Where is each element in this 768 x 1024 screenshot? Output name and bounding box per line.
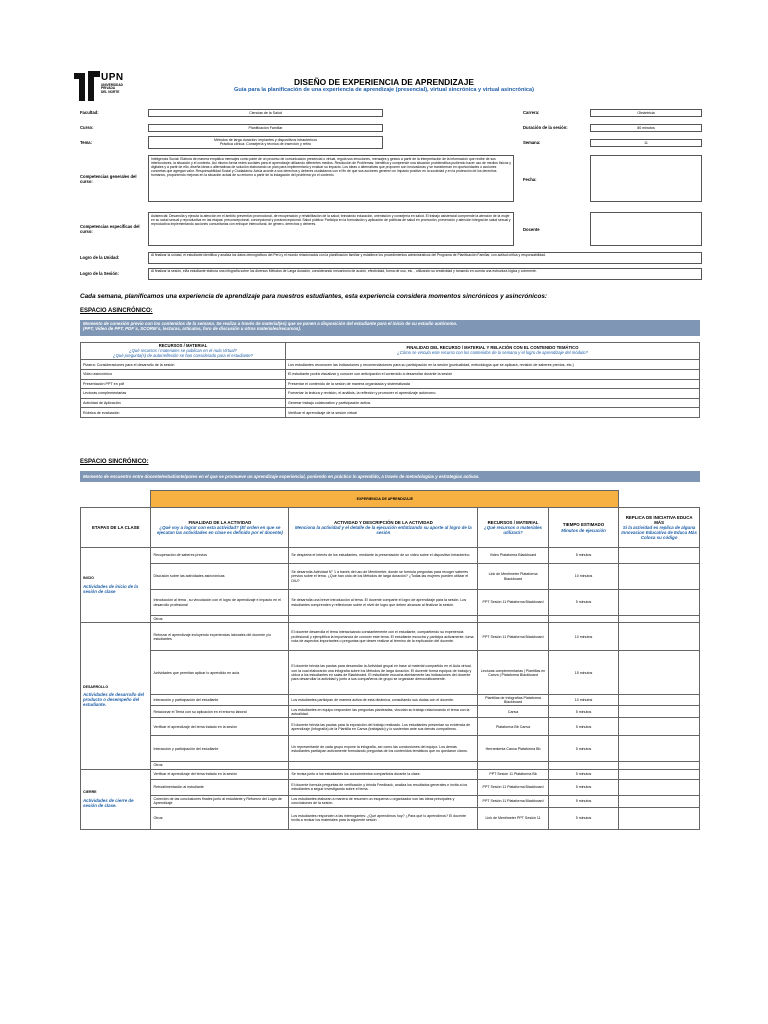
col-finalidad: FINALIDAD DE LA ACTIVIDAD ¿Qué voy a lograr con esta actividad? (El orden en que se ejecutan las actividades en clase es definido por el docente) bbox=[151, 508, 289, 548]
stage-inicio: INICIO Actividades de inicio de la sesión de clase bbox=[81, 548, 151, 623]
fecha-field[interactable] bbox=[590, 155, 702, 202]
table-row[interactable]: Conexión de las conclusiones finales junto al estudiante y Refuerzo del Logro de Aprendizaje Los estudiantes elaboran a manera de resumen un esquema u organizador con las ideas principales y conclusiones de la sesión. PPT Sesión 11 Plataforma Blackboard 5 minutos bbox=[81, 795, 700, 807]
table-row[interactable]: Interacción y participación del estudiante Los estudiantes participan de manera activa de esta dinámica, consultando sus dudas con el docente. Plantillas de Infografías Plataforma Blackboard 10 minutos bbox=[81, 695, 700, 706]
facultad-label: Facultad: bbox=[80, 110, 99, 115]
carrera-value[interactable]: Obstetricia bbox=[590, 109, 702, 117]
table-row[interactable]: CIERRE Actividades de cierre de sesión de clase. Verificar el aprendizaje del tema tratado en la sesión Se revisa junto a los estudiantes los conocimientos compartidos durante la clase. PPT Sesión 11 Plataforma Bb 5 minutos bbox=[81, 769, 700, 779]
col-replica: REPLICA DE INICIATIVA EDUCA MÁS Si la actividad es replica de alguna Innovacion Educativa de Educa Más Coloca su código bbox=[619, 508, 700, 548]
logo-subtitle: UNIVERSIDAD PRIVADA DEL NORTE bbox=[101, 83, 123, 94]
table-row[interactable]: Video asincrónico El estudiante podrá visualizar y conocer con anticipación el contenido a desarrollar durante la sesión bbox=[81, 370, 700, 380]
duracion-value[interactable]: 80 minutos bbox=[590, 124, 702, 132]
facultad-value[interactable]: Ciencias de la Salud bbox=[148, 109, 383, 117]
page-title: DISEÑO DE EXPERIENCIA DE APRENDIZAJE bbox=[294, 77, 474, 87]
logro-unidad-label: Logro de la Unidad: bbox=[80, 255, 120, 260]
competencias-generales-label: Competencias generales del curso: bbox=[80, 174, 137, 184]
table-row[interactable]: Discusión sobre las actividades asincrónicas Se desarrolla Actividad N° 1 a través del uso de Mentimeter, donde se formula preguntas para recoger saberes previos sobre el tema. ¿Qué han oído de los Métodos de larga duración? ¿Todas las mujeres pueden utilizar el DIU? Link de Mentimeter Plataforma Blackboard 10 minutos bbox=[81, 564, 700, 590]
table-row[interactable]: Otros: bbox=[81, 616, 700, 623]
col-recursos: RECURSOS / MATERIAL ¿Qué recursos o materiales utilizará? bbox=[478, 508, 548, 548]
stage-cierre: CIERRE Actividades de cierre de sesión de clase. bbox=[81, 769, 151, 829]
async-col-resources: RECURSOS / MATERIAL ¿Qué recursos / materiales se publican en el Aula Virtual? ¿Qué pregunta(s) de autorreflexión se han considerado para el estudiante? bbox=[81, 343, 286, 360]
carrera-label: Carrera: bbox=[523, 110, 540, 115]
col-actividad: ACTIVIDAD Y DESCRIPCIÓN DE LA ACTIVIDAD Menciona la actividad y el detalle de la ejecución enfatizando su aporte al logro de la sesión bbox=[289, 508, 478, 548]
async-resources-table bbox=[80, 342, 700, 418]
table-row[interactable]: Presentación PPT en pdf Presentar el contenido de la sesión de manera organizada y sistematizada bbox=[81, 379, 700, 389]
table-row[interactable]: DESARROLLO Actividades de desarrollo del producto o desempeño del estudiante. Reforzar el aprendizaje incluyendo experiencias laborales del docente y/o estudiantes El docente desarrolla el tema interactuando constantemente con el estudiante, compartiendo su experiencia profesional y ejemplifica la importancia de conocer este tema. El estudiante escucha y participa activamente, toma nota de aspectos importantes o preguntas que desee realizar al término de la explicación del docente. PPT Sesión 11 Plataforma Blackboard 10 minutos bbox=[81, 623, 700, 651]
competencias-generales-text[interactable]: Inteligencia Social: Elabora de manera empática mensajes como parte de un proceso de comunicación presencial o virtual, regula sus emociones, mensajes y gestos a partir de la interpretación de la información que recibe de sus interlocutores, la situación y el contexto. Así mismo forma redes sociales para el aprendizaje utilizando diferentes medios. Resolución de Problemas: Identifica y comprende una situación problemática pudiendo hacer uso de medios físicos y digitales y a partir de ello, diseña ideas o alternativas de solución elaborando un plan para implementarlo y evaluar su impacto. Los ideas o alternativas que proponen son innovadoras y se transforman en oportunidades o acciones concretas que agregan valor. Responsabilidad Social y Ciudadanía: Actúa acorde a sus derechos y deberes ciudadanos con el fin de que sus acciones generen un impacto positivo en la sociedad y en la protección de los derechos humanos, proponiendo mejoras en la situación actual de su entorno a partir de la indagación del problema y/o el contexto. bbox=[148, 155, 514, 202]
sync-banner: Momento de encuentro entre docente/estudiante/pares en el que se promueve un aprendizaje experiencial, poniendo en práctico lo aprendido, a través de metodologías y estrategias activas. bbox=[80, 471, 700, 482]
fecha-label: Fecha: bbox=[523, 177, 537, 182]
table-row[interactable]: Introducción al tema , su vinculación con el logro de aprendizaje e impacto en el desarrollo profesional Se desarrolla una breve introducción al tema. El docente comparte el logro de aprendizaje para la sesión. Los estudiantes comprenden y reflexionan sobre el nivel de logro que deben alcanzar al finalizar la sesión. PPT Sesión 11 Plataforma Blackboard 5 minutos bbox=[81, 590, 700, 616]
semana-label: Semana: bbox=[523, 140, 541, 145]
tema-value[interactable]: Métodos de larga duración: implantes y dispositivos intrauterinos Práctica clínica: Consejería y técnica de inserción y retiro bbox=[148, 136, 383, 149]
logo-text: UPN bbox=[101, 72, 124, 83]
col-etapas: ETAPAS DE LA CLASE bbox=[81, 508, 151, 548]
async-banner: Momento de conexión previo con los contenidos de la semana. Se realiza a través de material(es) que se ponen a disposición del estudiante para el inicio de su estudio autónomo. (PPT, Video de PPT, PDF´s, SCORM´s, lecturas, artículos, foro de discusión u otros materiales/recursos). bbox=[80, 320, 700, 336]
table-row[interactable]: Otros: bbox=[81, 762, 700, 769]
table-row[interactable]: Actividades que permitan aplicar lo aprendido en aula El docente brinda las pautas para desarrollar la Actividad grupal en base al material compartido en el Aula virtual, con la cual elaborarán una infografía sobre los Métodos de larga duración. El docente forma equipos de trabajo y ubica a los estudiantes en salas de Blackboard. El estudiante escucha atentamente las indicaciones del docente para desarrollar la actividad y junto a sus compañeros de grupo se organizan democráticamente. Lecturas complementarias | Plantillas en Canva | Plataforma Blackboard 15 minutos bbox=[81, 651, 700, 695]
docente-field[interactable] bbox=[590, 212, 702, 246]
experience-title: EXPERIENCIA DE APRENDIZAJE bbox=[151, 491, 619, 508]
stage-desarrollo: DESARROLLO Actividades de desarrollo del producto o desempeño del estudiante. bbox=[81, 623, 151, 769]
table-row[interactable]: Lecturas complementarias Fomentar la lectura y revisión, el análisis, la reflexión y promover el aprendizaje autónomo. bbox=[81, 389, 700, 399]
duracion-label: Duración de la sesión: bbox=[523, 125, 568, 130]
table-row[interactable]: Interacción y participación del estudiante Un representante de cada grupo expone la infografía, así como las conclusiones del equipo. Los demás estudiantes participan activamente formulando preguntas de los contenidos temáticos que no quedaron claros. Herramienta Canva Plataforma Bb 5 minutos bbox=[81, 736, 700, 762]
table-row[interactable]: Actividad de Aplicación Generar trabajo colaborativo y participación activa. bbox=[81, 398, 700, 408]
semana-value[interactable]: 11 bbox=[590, 139, 702, 147]
sync-section-title: ESPACIO SINCRÓNICO: bbox=[80, 459, 149, 465]
tema-label: Tema: bbox=[80, 140, 93, 145]
table-row[interactable]: Otros: Los estudiantes responden a las interrogantes: ¿Qué aprendimos hoy? ¿Para qué lo aprendimos? El docente invita a revisar los materiales para la siguiente sesión Link de Mentimeter PPT Sesión 11 5 minutos bbox=[81, 807, 700, 829]
col-tiempo: TIEMPO ESTIMADO Minutos de ejecución bbox=[548, 508, 618, 548]
async-section-title: ESPACIO ASINCRÓNICO: bbox=[80, 308, 153, 314]
table-row[interactable]: Rúbrica de evaluación Verificar el aprendizaje de la sesión virtual bbox=[81, 408, 700, 418]
table-row[interactable]: Retroalimentación al estudiante El docente formula preguntas de verificación y brinda Feedback, analiza los resultados generales e invita a los estudiantes a seguir investigando sobre el tema. PPT Sesión 11 Plataforma Blackboard 5 minutos bbox=[81, 779, 700, 795]
table-row[interactable]: Verificar el aprendizaje del tema tratado en la sesión El docente brinda las pautas para la exposición del trabajo realizado. Los estudiantes presentan su evidencia de aprendizaje (Infografía) de la Plantilla en Canva (trabajado) y lo sustentan ante sus demás compañeros. Plataforma Bb Canva 5 minutos bbox=[81, 718, 700, 736]
logro-sesion-text[interactable]: Al finalizar la sesión, el/la estudiante elabora una infografía sobre los diversos Métodos de Larga duración, considerando mecanismo de acción, efectividad, forma de uso, etc. , utilizando su creatividad y tomando en cuenta una estructura lógica y coherente. bbox=[148, 268, 702, 280]
sync-experience-table bbox=[80, 490, 700, 830]
docente-label: Docente bbox=[523, 227, 540, 232]
table-row[interactable]: Relacionar el Tema con su aplicación en el entorno laboral Los estudiantes en equipo responden las preguntas planteadas, vinculan su trabajo relacionando el tema con la actualidad. Canva 5 minutos bbox=[81, 706, 700, 718]
page-subtitle: Guía para la planificación de una experiencia de aprendizaje (presencial), virtual sincrónica y virtual asincrónica) bbox=[234, 87, 534, 93]
intro-paragraph: Cada semana, planificamos una experiencia de aprendizaje para nuestros estudiantes, esta experiencia considera momentos sincrónicos y asincrónicos: bbox=[80, 293, 548, 300]
table-row[interactable]: Pizarra: Consideraciones para el desarrollo de la sesión Los estudiantes reconocen las indicaciones y recomendaciones para su participación en la sesión (puntualidad, metodología que se aplicará, revisión de saberes previos, etc.) bbox=[81, 360, 700, 370]
table-row[interactable]: INICIO Actividades de inicio de la sesión de clase Recuperación de saberes previos Se despierta el interés de los estudiantes, mediante la presentación de un video sobre el dispositivo intrauterino. Video Plataforma Blackboard 5 minutos bbox=[81, 548, 700, 564]
logro-unidad-text[interactable]: Al finalizar la unidad, el estudiante identifica y analiza los datos demográficos del Perú y el mundo relacionados con la planificación familiar y establece los procedimientos administrativos del Programa de Planificación Familiar, con actitud crítica y responsabilidad. bbox=[148, 252, 702, 264]
logro-sesion-label: Logro de la Sesión: bbox=[80, 271, 119, 276]
competencias-especificas-label: Competencias específicas del curso: bbox=[80, 224, 140, 234]
async-col-purpose: FINALIDAD DEL RECURSO / MATERIAL Y RELACIÓN CON EL CONTENIDO TEMÁTICO ¿Cómo se vincula este recurso con los contenidos de la semana y el logro de aprendizaje del módulo? bbox=[286, 343, 700, 360]
curso-value[interactable]: Planificación Familiar bbox=[148, 124, 383, 132]
competencias-especificas-text[interactable]: Asistencial: Desarrolla y ejecuta la atención en el ámbito preventivo promocional, de recuperación y rehabilitación de la salud; brindando educación, orientación y consejería en salud. El trabajo asistencial comprende la atención de la mujer en su salud sexual y reproductiva en las etapas: preconcepcional, concepcional y postconcepcional. Salud pública: Participa en la formulación y aplicación de políticas de salud en promoción, prevención y atención integral de salud sexual y reproductiva implementando acciones comunitarias con enfoque intercultural, de género, derechos y deberes. bbox=[148, 212, 514, 246]
curso-label: Curso: bbox=[80, 125, 94, 130]
